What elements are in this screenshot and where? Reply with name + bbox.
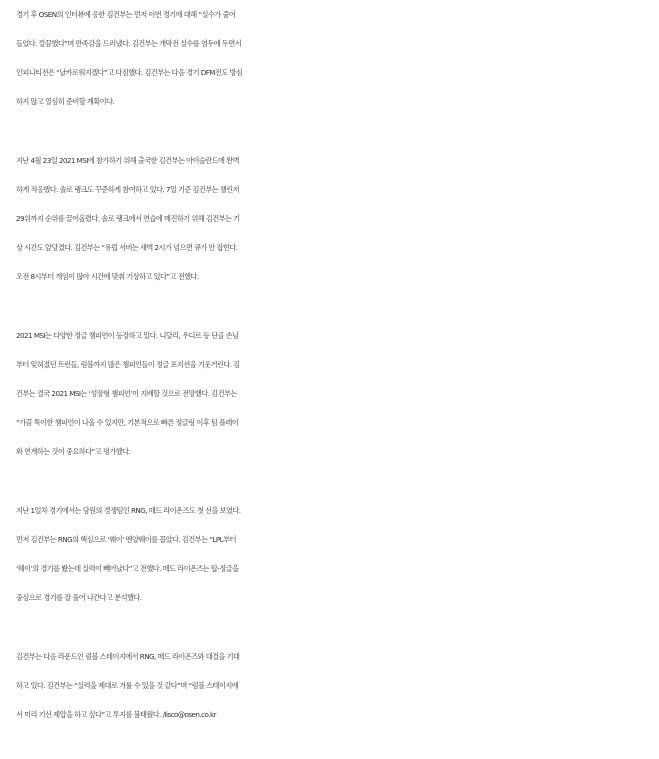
text-line: 상 시간도 앞당겼다. 김건부는 “유럽 서버는 새벽 2시가 넘으면 큐가 안 잡힌다. [16, 243, 238, 252]
text-line: 경기 후 OSEN의 인터뷰에 응한 김건부는 먼저 이번 경기에 대해 “실수가 줄어 [16, 10, 236, 19]
paragraph-2 [16, 146, 646, 291]
text-line: 중심으로 경기를 잘 풀어 나간다고 분석했다. [16, 593, 142, 602]
text-line: 들었다. 깔끔했다”며 만족감을 드러냈다. 김건부는 개막전 실수를 염두에 두면서 [16, 39, 242, 48]
paragraph-5 [16, 642, 646, 729]
text-line: 2021 MSI는 다양한 정글 챔피언이 등장하고 있다. 니달리, 우디르 등 단골 손님 [16, 331, 239, 340]
text-line: ‘웨이’의 경기를 봤는데 실력이 빼어났다”고 전했다. 매드 라이온즈는 탑-정글을 [16, 564, 239, 573]
text-line: 건부는 결국 2021 MSI는 ‘성장형 챔피언’이 지배할 것으로 전망했다. 김건부는 [16, 389, 237, 398]
text-line: 지난 4월 23일 2021 MSI에 참가하기 위해 출국한 김건부는 아이슬란드에 완벽 [16, 156, 239, 165]
paragraph-4 [16, 496, 646, 612]
text-line: 와 연계하는 것이 중요하다”고 평가했다. [16, 447, 131, 456]
text-line: “가끔 특이한 챔피언이 나올 수 있지만, 기본적으로 빠른 정글링 이후 팀 플레이 [16, 418, 239, 427]
text-line: 하게 적응했다. 솔로 랭크도 꾸준하게 참여하고 있다. 7일 기준 김건부는 챌린저 [16, 185, 240, 194]
text-line: 하지 않고 열심히 준비할 계획이다. [16, 97, 115, 106]
text-line: 먼저 김건부는 RNG의 핵심으로 ‘웨이’ 옌양웨이를 꼽았다. 김건부는 “LPL부터 [16, 535, 236, 544]
text-line: 김건부는 다음 라운드인 럼블 스테이지에서 RNG, 매드 라이온즈와 대결을 기대 [16, 652, 240, 661]
text-line: 오전 8시부터 게임이 많아 시간에 맞춰 기상하고 있다”고 전했다. [16, 272, 199, 281]
text-line: 부터 잊혀졌던 트런들, 럼블까지 많은 챔피언들이 정글 포지션을 기웃거린다. 김 [16, 360, 240, 369]
text-line: 29위까지 순위를 끌어올렸다. 솔로 랭크에서 연습에 매진하기 위해 김건부는 기 [16, 214, 240, 223]
text-line: 서 미리 기선 제압을 하고 싶다”고 투지를 불태웠다. /lisco@osen.co.kr [16, 710, 217, 719]
text-line: 하고 있다. 김건부는 “실력을 제대로 겨룰 수 있을 것 같다”며 “럼블 스테이지에 [16, 681, 239, 690]
paragraph-3 [16, 321, 646, 466]
article-body [16, 0, 646, 759]
text-line: 인피니티전은 “날카로워지겠다”고 다짐했다. 김건부는 다음 경기 DFM전도 방심 [16, 68, 243, 77]
text-line: 지난 1일차 경기에서는 담원의 경쟁팀인 RNG, 매드 라이온즈도 첫 선을 보였다. [16, 506, 241, 515]
paragraph-1 [16, 0, 646, 116]
